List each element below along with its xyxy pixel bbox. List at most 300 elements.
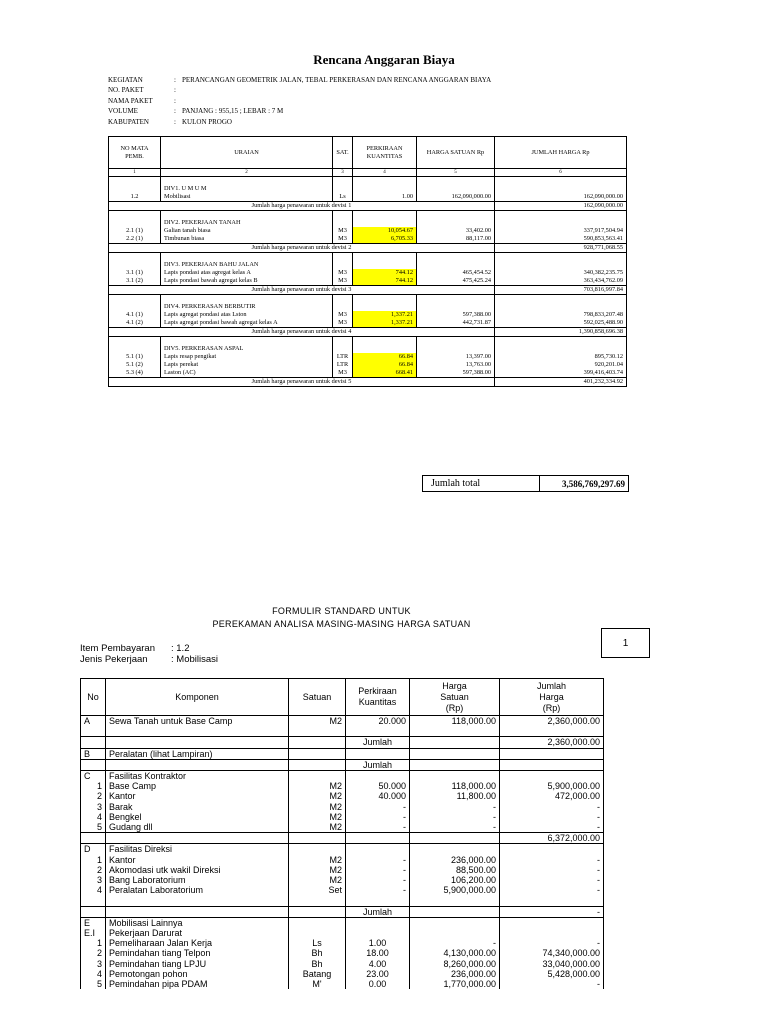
quantity: 18.00 (346, 948, 410, 958)
unit-price: 236,000.00 (410, 969, 500, 979)
division-subtotal-row (109, 202, 627, 211)
row-number (81, 726, 106, 737)
empty-cell (353, 295, 417, 304)
total-price: - (500, 885, 604, 895)
unit-price (410, 833, 500, 844)
item-quantity: 1,337.21 (353, 319, 417, 328)
empty-cell (333, 253, 353, 262)
meta-label: KABUPATEN (108, 117, 149, 126)
quantity: 4.00 (346, 959, 410, 969)
analysis-row (81, 726, 604, 737)
rab-item-row (109, 361, 627, 369)
unit: Ls (289, 938, 346, 948)
header-total-line: Jumlah (536, 680, 566, 691)
analysis-row (81, 948, 604, 958)
component: Peralatan Laboratorium (106, 885, 289, 895)
meta-separator: : (174, 76, 176, 84)
grand-total-label: Jumlah total (423, 476, 540, 491)
analysis-row (81, 791, 604, 801)
rab-header-sat: SAT. (333, 137, 353, 169)
division-subtotal-value: 703,816,997.84 (495, 286, 627, 295)
division-subtotal-label: Jumlah harga penawaran untuk devisi 4 (109, 328, 495, 337)
unit (289, 928, 346, 938)
component: Pekerjaan Darurat (106, 928, 289, 938)
total-price: 5,428,000.00 (500, 969, 604, 979)
quantity (346, 844, 410, 855)
empty-cell (417, 185, 495, 193)
unit-price (410, 917, 500, 928)
total-price: - (500, 822, 604, 833)
rab-header-qty: PERKIRAAN KUANTITAS (353, 137, 417, 169)
rab-item-row (109, 269, 627, 277)
header-total (500, 679, 604, 716)
unit-price: 236,000.00 (410, 855, 500, 865)
empty-cell (417, 303, 495, 311)
row-number: B (81, 748, 106, 759)
header-price-line: (Rp) (445, 702, 464, 713)
empty-cell (353, 253, 417, 262)
row-number: 4 (81, 812, 106, 822)
item-quantity: 6,705.33 (353, 235, 417, 244)
total-price: 33,040,000.00 (500, 959, 604, 969)
rab-item-row (109, 227, 627, 235)
division-title-row (109, 345, 627, 353)
item-total: 592,025,488.90 (495, 319, 627, 328)
empty-cell (109, 211, 161, 220)
rab-item-row (109, 319, 627, 328)
empty-cell (109, 219, 161, 227)
item-unit-price: 475,425.24 (417, 277, 495, 286)
item-number: 5.1 (2) (109, 361, 161, 369)
analysis-row (81, 885, 604, 895)
unit: M2 (289, 865, 346, 875)
meta-separator: : (174, 107, 176, 116)
empty-cell (495, 177, 627, 186)
empty-cell (333, 261, 353, 269)
unit: M2 (289, 822, 346, 833)
row-number: 1 (81, 938, 106, 948)
total-price: - (500, 855, 604, 865)
empty-cell (109, 295, 161, 304)
spacer-row (109, 253, 627, 262)
meta-label: VOLUME (108, 107, 138, 116)
component: Akomodasi utk wakil Direksi (106, 865, 289, 875)
item-total: 337,917,504.94 (495, 227, 627, 235)
total-price: - (500, 979, 604, 989)
division-subtotal-label: Jumlah harga penawaran untuk devisi 5 (109, 378, 495, 387)
component: Barak (106, 802, 289, 812)
analysis-row (81, 895, 604, 906)
total-price (500, 917, 604, 928)
quantity (346, 917, 410, 928)
empty-cell (417, 177, 495, 186)
quantity: - (346, 812, 410, 822)
meta-value: KULON PROGO (182, 117, 232, 126)
spacer-row (109, 211, 627, 220)
unit: M2 (289, 855, 346, 865)
rab-item-row (109, 277, 627, 286)
component: Fasilitas Direksi (106, 844, 289, 855)
item-number: 1.2 (109, 193, 161, 202)
empty-cell (417, 337, 495, 346)
quantity: 1.00 (346, 938, 410, 948)
column-number: 3 (333, 169, 353, 177)
form-title (0, 605, 683, 631)
division-title-row (109, 261, 627, 269)
rab-header-row (109, 137, 627, 169)
empty-cell (417, 219, 495, 227)
header-price-line: Harga (442, 680, 467, 691)
unit: M2 (289, 791, 346, 801)
unit-price (410, 726, 500, 737)
empty-cell (333, 211, 353, 220)
empty-cell (109, 345, 161, 353)
empty-cell (161, 177, 333, 186)
total-price: - (500, 812, 604, 822)
item-number: 4.1 (1) (109, 311, 161, 319)
rab-header-uraian: URAIAN (161, 137, 333, 169)
item-quantity: 1.00 (353, 193, 417, 202)
unit: M2 (289, 875, 346, 885)
component (106, 906, 289, 917)
total-price: - (500, 938, 604, 948)
spacer-row (109, 337, 627, 346)
empty-cell (353, 261, 417, 269)
quantity: - (346, 865, 410, 875)
item-number: 3.1 (2) (109, 277, 161, 286)
empty-cell (495, 261, 627, 269)
total-price: - (500, 906, 604, 917)
column-number: 6 (495, 169, 627, 177)
item-unit: M3 (333, 227, 353, 235)
division-subtotal-label: Jumlah harga penawaran untuk devisi 2 (109, 244, 495, 253)
unit-price: - (410, 938, 500, 948)
unit: Bh (289, 959, 346, 969)
quantity: Jumlah (346, 906, 410, 917)
component: Pemindahan tiang LPJU (106, 959, 289, 969)
column-number: 1 (109, 169, 161, 177)
row-number (81, 906, 106, 917)
empty-cell (417, 295, 495, 304)
component: Fasilitas Kontraktor (106, 771, 289, 782)
empty-cell (417, 211, 495, 220)
division-subtotal-label: Jumlah harga penawaran untuk devisi 1 (109, 202, 495, 211)
header-price-line: Satuan (440, 691, 469, 702)
item-description: Lapis agregat pondasi atas Lston (161, 311, 333, 319)
division-subtotal-row (109, 244, 627, 253)
item-unit-price: 162,090,000.00 (417, 193, 495, 202)
item-description: Mobilisasi (161, 193, 333, 202)
analysis-row (81, 938, 604, 948)
total-price: - (500, 865, 604, 875)
header-komponen: Komponen (106, 679, 289, 716)
item-total: 798,833,207.48 (495, 311, 627, 319)
unit: M' (289, 979, 346, 989)
meta-separator: : (174, 117, 176, 126)
row-number (81, 833, 106, 844)
component: Kantor (106, 855, 289, 865)
component (106, 737, 289, 748)
item-unit: M3 (333, 269, 353, 277)
item-unit-price: 13,763.00 (417, 361, 495, 369)
quantity: - (346, 855, 410, 865)
item-description: Lapis perekat (161, 361, 333, 369)
analysis-table (80, 678, 604, 989)
unit (289, 844, 346, 855)
meta-label: NAMA PAKET (108, 96, 153, 105)
item-number: 2.2 (1) (109, 235, 161, 244)
header-total-line: (Rp) (542, 702, 561, 713)
item-unit: M3 (333, 311, 353, 319)
item-total: 895,730.12 (495, 353, 627, 361)
unit: Batang (289, 969, 346, 979)
division-title: DIV3. PEKERJAAN BAHU JALAN (161, 261, 333, 269)
analysis-row (81, 979, 604, 989)
unit: M2 (289, 781, 346, 791)
empty-cell (495, 295, 627, 304)
meta-row (108, 117, 491, 127)
component: Pemotongan pohon (106, 969, 289, 979)
item-total: 363,434,762.09 (495, 277, 627, 286)
quantity (346, 928, 410, 938)
quantity: Jumlah (346, 737, 410, 748)
component (106, 833, 289, 844)
rab-item-row (109, 235, 627, 244)
component: Sewa Tanah untuk Base Camp (106, 716, 289, 727)
item-description: Lapis agregat pondasi bawah agregat kelas A (161, 319, 333, 328)
empty-cell (353, 177, 417, 186)
unit-price (410, 748, 500, 759)
quantity: Jumlah (346, 759, 410, 770)
row-number: 1 (81, 781, 106, 791)
analysis-row (81, 759, 604, 770)
row-number (81, 759, 106, 770)
item-description: Lapis pondasi atas agregat kelas A (161, 269, 333, 277)
empty-cell (109, 177, 161, 186)
item-unit: LTR (333, 361, 353, 369)
division-subtotal-row (109, 378, 627, 387)
unit: M2 (289, 802, 346, 812)
division-subtotal-value: 401,232,334.92 (495, 378, 627, 387)
row-number: E (81, 917, 106, 928)
unit: M2 (289, 716, 346, 727)
item-total: 162,090,000.00 (495, 193, 627, 202)
item-quantity: 10,054.67 (353, 227, 417, 235)
meta-label: KEGIATAN (108, 76, 143, 84)
meta-separator: : (174, 86, 176, 95)
column-number: 5 (417, 169, 495, 177)
total-price: 2,360,000.00 (500, 737, 604, 748)
empty-cell (417, 253, 495, 262)
total-price (500, 844, 604, 855)
item-unit-price: 442,731.87 (417, 319, 495, 328)
analysis-row (81, 969, 604, 979)
unit-price: 5,900,000.00 (410, 885, 500, 895)
form-title-line2: PEREKAMAN ANALISA MASING-MASING HARGA SATUAN (212, 619, 471, 629)
item-unit: M3 (333, 319, 353, 328)
unit: Set (289, 885, 346, 895)
quantity (346, 726, 410, 737)
meta-separator: : (174, 96, 176, 105)
quantity: - (346, 885, 410, 895)
empty-cell (353, 303, 417, 311)
total-price (500, 895, 604, 906)
form-title-line1: FORMULIR STANDARD UNTUK (272, 606, 411, 616)
row-number: 3 (81, 802, 106, 812)
item-total: 399,416,403.74 (495, 369, 627, 378)
empty-cell (495, 211, 627, 220)
unit (289, 833, 346, 844)
item-quantity: 66.84 (353, 353, 417, 361)
header-satuan: Satuan (289, 679, 346, 716)
rab-item-row (109, 193, 627, 202)
item-number: 4.1 (2) (109, 319, 161, 328)
empty-cell (353, 211, 417, 220)
unit-price: - (410, 812, 500, 822)
item-unit-price: 88,117.00 (417, 235, 495, 244)
row-number: 1 (81, 855, 106, 865)
item-value: : 1.2 (171, 643, 190, 654)
row-number: 3 (81, 875, 106, 885)
division-subtotal-value: 1,390,858,696.38 (495, 328, 627, 337)
item-unit: M3 (333, 277, 353, 286)
empty-cell (161, 295, 333, 304)
rab-item-row (109, 311, 627, 319)
analysis-row (81, 906, 604, 917)
job-label: Jenis Pekerjaan (80, 654, 148, 665)
item-unit-price: 597,388.00 (417, 369, 495, 378)
empty-cell (109, 303, 161, 311)
quantity (346, 771, 410, 782)
unit-price (410, 895, 500, 906)
unit: M2 (289, 812, 346, 822)
empty-cell (495, 303, 627, 311)
item-unit-price: 597,388.00 (417, 311, 495, 319)
division-title: DIV5. PERKERASAN ASPAL (161, 345, 333, 353)
header-kuantitas: Perkiraan Kuantitas (346, 679, 410, 716)
analysis-row (81, 844, 604, 855)
empty-cell (109, 185, 161, 193)
rab-item-row (109, 353, 627, 361)
rab-item-row (109, 369, 627, 378)
division-subtotal-row (109, 286, 627, 295)
total-price: 472,000.00 (500, 791, 604, 801)
empty-cell (333, 185, 353, 193)
component (106, 895, 289, 906)
meta-row (108, 75, 491, 85)
empty-cell (333, 219, 353, 227)
item-label: Item Pembayaran (80, 643, 155, 654)
empty-cell (109, 261, 161, 269)
empty-cell (109, 253, 161, 262)
row-number: 2 (81, 865, 106, 875)
unit-price: 118,000.00 (410, 716, 500, 727)
item-unit: M3 (333, 369, 353, 378)
rab-table (108, 136, 627, 387)
item-unit: LTR (333, 353, 353, 361)
empty-cell (109, 337, 161, 346)
analysis-row (81, 959, 604, 969)
unit-price (410, 737, 500, 748)
empty-cell (353, 337, 417, 346)
row-number: 5 (81, 822, 106, 833)
total-price: 5,900,000.00 (500, 781, 604, 791)
unit-price: - (410, 822, 500, 833)
header-price (410, 679, 500, 716)
item-number: 3.1 (1) (109, 269, 161, 277)
empty-cell (353, 219, 417, 227)
component (106, 726, 289, 737)
empty-cell (353, 345, 417, 353)
row-number: 3 (81, 959, 106, 969)
analysis-header-row (81, 679, 604, 716)
division-title: DIV4. PERKERASAN BERBUTIR (161, 303, 333, 311)
division-subtotal-row (109, 328, 627, 337)
row-number: 2 (81, 791, 106, 801)
column-number: 4 (353, 169, 417, 177)
quantity: 40.000 (346, 791, 410, 801)
row-number: D (81, 844, 106, 855)
empty-cell (333, 303, 353, 311)
meta-row (108, 96, 491, 106)
rab-title: Rencana Anggaran Biaya (313, 52, 455, 67)
total-price: 6,372,000.00 (500, 833, 604, 844)
unit (289, 917, 346, 928)
total-price: - (500, 802, 604, 812)
rab-header-no: NO MATA PEMB. (109, 137, 161, 169)
item-number: 5.3 (4) (109, 369, 161, 378)
spacer-row (109, 177, 627, 186)
item-unit: M3 (333, 235, 353, 244)
unit-price (410, 928, 500, 938)
item-number: 2.1 (1) (109, 227, 161, 235)
analysis-row (81, 748, 604, 759)
division-title: DIV2. PEKERJAAN TANAH (161, 219, 333, 227)
empty-cell (495, 345, 627, 353)
row-number (81, 737, 106, 748)
total-price (500, 928, 604, 938)
division-title-row (109, 219, 627, 227)
total-price: - (500, 875, 604, 885)
empty-cell (333, 295, 353, 304)
total-price: 2,360,000.00 (500, 716, 604, 727)
component: Mobilisasi Lainnya (106, 917, 289, 928)
component: Kantor (106, 791, 289, 801)
quantity (346, 748, 410, 759)
item-quantity: 744.12 (353, 277, 417, 286)
item-unit-price: 33,402.00 (417, 227, 495, 235)
component: Pemindahan pipa PDAM (106, 979, 289, 989)
unit (289, 759, 346, 770)
rab-meta (108, 75, 491, 127)
job-value: : Mobilisasi (171, 654, 218, 665)
meta-value: PANJANG : 955,15 ; LEBAR : 7 M (182, 107, 284, 116)
unit-price (410, 906, 500, 917)
unit (289, 737, 346, 748)
row-number: A (81, 716, 106, 727)
item-quantity: 744.12 (353, 269, 417, 277)
header-total-line: Harga (539, 691, 564, 702)
total-price (500, 759, 604, 770)
analysis-row (81, 875, 604, 885)
quantity: 0.00 (346, 979, 410, 989)
analysis-row (81, 812, 604, 822)
column-number: 2 (161, 169, 333, 177)
item-unit: Ls (333, 193, 353, 202)
component: Pemindahan tiang Telpon (106, 948, 289, 958)
component: Bang Laboratorium (106, 875, 289, 885)
row-number: C (81, 771, 106, 782)
